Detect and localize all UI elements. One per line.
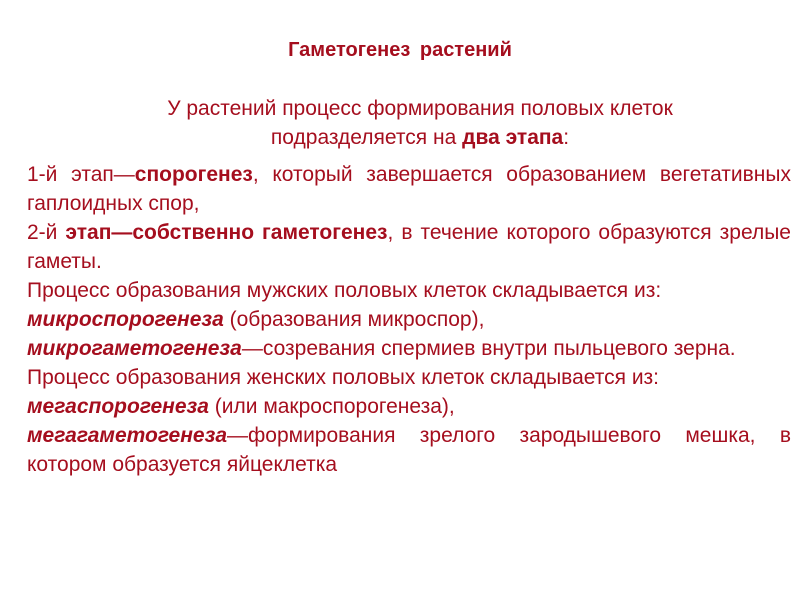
gametogenesis-term: этап—собственно гаметогенез — [65, 221, 388, 244]
stage-1-text: , который завершается образованием вегетативных гаплоидных спор, — [27, 163, 791, 215]
microsporogenesis-term: микроспорогенеза — [27, 308, 224, 331]
female-item-2 — [27, 421, 791, 479]
male-item-2-text: —созревания спермиев внутри пыльцевого зерна. — [241, 337, 736, 360]
male-item-2 — [27, 334, 791, 363]
page-title: Гаметогенез растений — [288, 39, 512, 61]
stage-2-prefix: 2-й — [27, 221, 66, 244]
intro-line-2-prefix: подразделяется на — [270, 126, 463, 149]
female-intro: Процесс образования женских половых клеток складывается из: — [27, 366, 660, 389]
main-text — [27, 160, 791, 479]
intro-paragraph — [110, 94, 730, 152]
male-intro: Процесс образования мужских половых клеток складывается из: — [27, 279, 662, 302]
stage-2-paragraph — [27, 218, 791, 276]
microgametogenesis-term: микрогаметогенеза — [27, 337, 242, 360]
intro-line-2-suffix: : — [563, 126, 570, 149]
male-item-1-text: (образования микроспор), — [223, 308, 485, 331]
megasporogenesis-term: мегаспорогенеза — [27, 395, 209, 418]
male-item-1 — [27, 305, 791, 334]
female-item-2-text: —формирования зрелого зародышевого мешка, в котором образуется яйцеклетка — [27, 424, 791, 476]
stage-2-text: , в течение которого образуются зрелые гаметы. — [27, 221, 791, 273]
two-stages-term: два этапа — [462, 126, 564, 149]
stage-1-paragraph — [27, 160, 791, 218]
sporogenesis-term: спорогенез — [134, 163, 253, 186]
intro-line-1: У растений процесс формирования половых клеток — [167, 97, 673, 120]
megagametogenesis-term: мегагаметогенеза — [27, 424, 227, 447]
female-item-1-text: (или макроспорогенеза), — [208, 395, 455, 418]
female-item-1 — [27, 392, 791, 421]
stage-1-prefix: 1-й этап— — [27, 163, 135, 186]
